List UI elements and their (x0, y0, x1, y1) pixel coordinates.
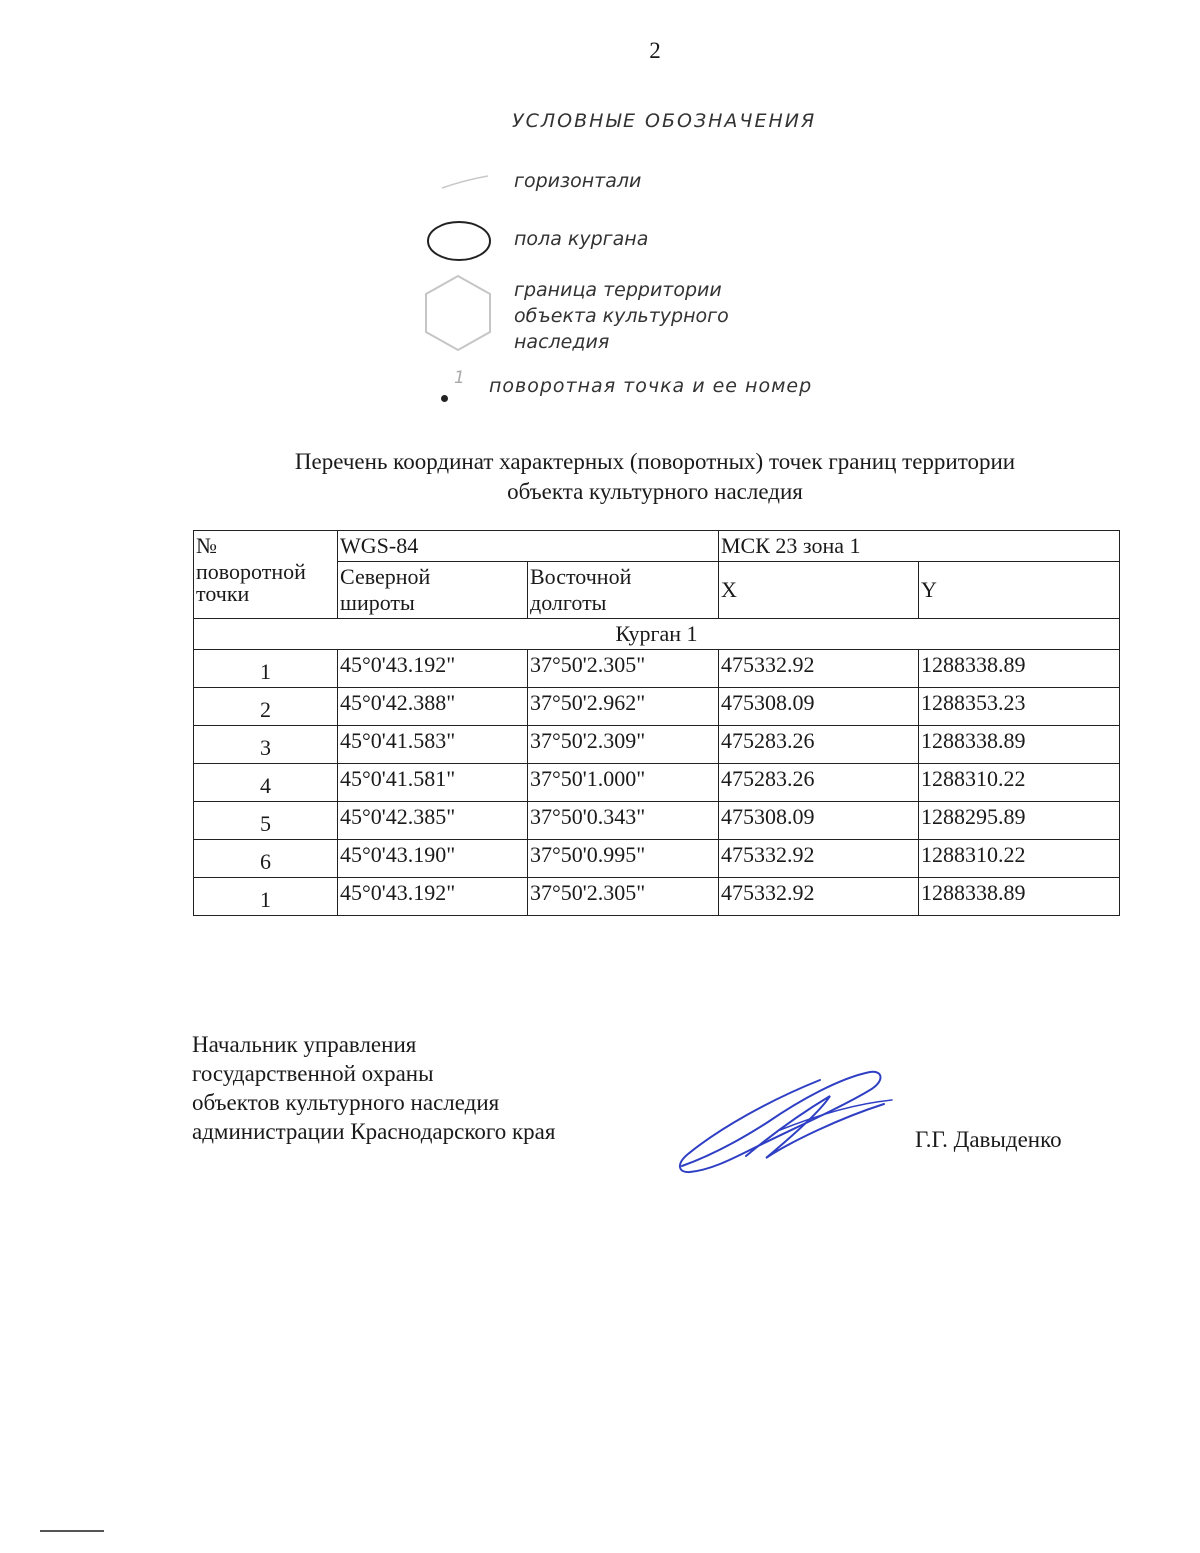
table-caption (190, 447, 1120, 507)
y-cell: 1288310.22 (919, 764, 1120, 802)
longitude-cell: 37°50'2.305" (528, 650, 719, 688)
longitude-cell: 37°50'2.305" (528, 878, 719, 916)
legend-label-turning-point: поворотная точка и ее номер (489, 375, 813, 397)
header-latitude (338, 562, 528, 619)
header-lon-line-1: Восточной (530, 564, 632, 589)
legend-boundary-line-3: наследия (514, 331, 610, 353)
signature-title-block (192, 1030, 555, 1146)
header-wgs84: WGS-84 (338, 531, 719, 562)
legend-title: УСЛОВНЫЕ ОБОЗНАЧЕНИЯ (512, 110, 817, 132)
y-cell: 1288338.89 (919, 650, 1120, 688)
x-cell: 475308.09 (719, 802, 919, 840)
point-number: 4 (194, 764, 338, 802)
legend-label-contours: горизонтали (514, 170, 642, 192)
header-lat-line-2: широты (340, 590, 415, 615)
header-longitude (528, 562, 719, 619)
latitude-cell: 45°0'42.388" (338, 688, 528, 726)
signer-title-line-1: Начальник управления (192, 1032, 417, 1057)
legend (0, 0, 1200, 420)
table-row (194, 726, 1120, 764)
y-cell: 1288338.89 (919, 726, 1120, 764)
point-number: 5 (194, 802, 338, 840)
table-row (194, 688, 1120, 726)
table-row (194, 878, 1120, 916)
latitude-cell: 45°0'42.385" (338, 802, 528, 840)
point-number: 2 (194, 688, 338, 726)
legend-label-mound-floor: пола кургана (514, 228, 649, 250)
turning-point-dot (441, 395, 448, 402)
longitude-cell: 37°50'2.309" (528, 726, 719, 764)
x-cell: 475332.92 (719, 840, 919, 878)
header-num-line-1: № (196, 533, 217, 558)
contour-line-icon (440, 172, 490, 192)
latitude-cell: 45°0'43.192" (338, 650, 528, 688)
group-label: Курган 1 (194, 619, 1120, 650)
latitude-cell: 45°0'41.583" (338, 726, 528, 764)
x-cell: 475308.09 (719, 688, 919, 726)
caption-line-1: Перечень координат характерных (поворотных) точек границ территории (294, 449, 1016, 474)
legend-boundary-line-2: объекта культурного (514, 305, 729, 327)
header-point-number (194, 531, 338, 619)
x-cell: 475283.26 (719, 726, 919, 764)
header-num-line-3: точки (196, 581, 250, 606)
point-number: 6 (194, 840, 338, 878)
coordinates-table (193, 530, 1120, 916)
header-y: Y (919, 562, 1120, 619)
table-row (194, 650, 1120, 688)
table-row (194, 802, 1120, 840)
y-cell: 1288295.89 (919, 802, 1120, 840)
header-lon-line-2: долготы (530, 590, 607, 615)
latitude-cell: 45°0'41.581" (338, 764, 528, 802)
table-row (194, 840, 1120, 878)
signer-title-line-2: государственной охраны (192, 1061, 434, 1086)
x-cell: 475332.92 (719, 878, 919, 916)
handwritten-signature (670, 1060, 900, 1180)
y-cell: 1288338.89 (919, 878, 1120, 916)
signer-title-line-4: администрации Краснодарского края (192, 1119, 556, 1144)
longitude-cell: 37°50'2.962" (528, 688, 719, 726)
signer-title-line-3: объектов культурного наследия (192, 1090, 500, 1115)
table-row (194, 764, 1120, 802)
latitude-cell: 45°0'43.190" (338, 840, 528, 878)
x-cell: 475283.26 (719, 764, 919, 802)
table-group-row (194, 619, 1120, 650)
header-msk23: МСК 23 зона 1 (719, 531, 1120, 562)
header-lat-line-1: Северной (340, 564, 431, 589)
turning-point-icon (436, 368, 466, 408)
ellipse-icon (424, 218, 494, 264)
header-x: X (719, 562, 919, 619)
y-cell: 1288353.23 (919, 688, 1120, 726)
legend-boundary-line-1: граница территории (514, 279, 722, 301)
turning-point-number: 1 (454, 368, 465, 388)
longitude-cell: 37°50'0.343" (528, 802, 719, 840)
caption-line-2: объекта культурного наследия (507, 479, 803, 504)
y-cell: 1288310.22 (919, 840, 1120, 878)
point-number: 1 (194, 650, 338, 688)
latitude-cell: 45°0'43.192" (338, 878, 528, 916)
header-num-line-2: поворотной (196, 559, 306, 584)
point-number: 3 (194, 726, 338, 764)
legend-label-boundary (514, 277, 729, 355)
longitude-cell: 37°50'0.995" (528, 840, 719, 878)
hexagon-icon (418, 272, 498, 354)
point-number: 1 (194, 878, 338, 916)
page-edge-mark (40, 1530, 104, 1532)
page-number: 2 (649, 38, 661, 63)
x-cell: 475332.92 (719, 650, 919, 688)
longitude-cell: 37°50'1.000" (528, 764, 719, 802)
signer-name: Г.Г. Давыденко (915, 1127, 1062, 1152)
table-header-row-1 (194, 531, 1120, 562)
